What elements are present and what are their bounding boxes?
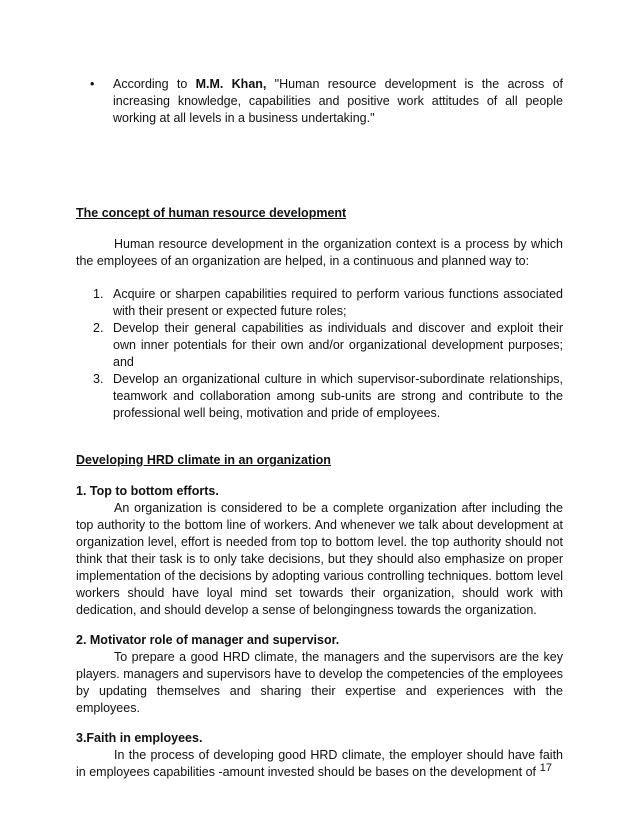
concept-list-item: 3. Develop an organizational culture in which supervisor-subordinate relationships, teamwork and collaboration among sub-units are strong and contribute to the professional well being, motivation and pride of employees. <box>93 372 563 420</box>
bullet-prefix: According to <box>113 77 196 91</box>
khan-definition-bullet <box>90 76 563 127</box>
concept-list-item: 1. Acquire or sharpen capabilities required to perform various functions associated with their present or expected future roles; <box>93 287 563 318</box>
bullet-symbol: • <box>90 77 95 91</box>
bullet-text <box>113 76 563 127</box>
point-2-text: To prepare a good HRD climate, the managers and the supervisors are the key players. managers and supervisors have to develop the competencies of the employees by updating themselves and sharing their expertise and experiences with the employees. <box>76 650 563 715</box>
point-2-title: 2. Motivator role of manager and supervisor. <box>76 633 340 647</box>
concept-section <box>76 205 563 422</box>
concept-intro: Human resource development in the organization context is a process by which the employees of an organization are helped, in a continuous and planned way to: <box>76 237 563 268</box>
point-3-title: 3.Faith in employees. <box>76 731 203 745</box>
concept-heading: The concept of human resource development <box>76 206 347 220</box>
hrd-climate-section <box>76 452 563 781</box>
point-3-text: In the process of developing good HRD climate, the employer should have faith in employees capabilities -amount invested should be bases on the development of <box>76 748 563 779</box>
concept-list <box>76 286 563 422</box>
point-1-text: An organization is considered to be a complete organization after including the top authority to the bottom line of workers. And whenever we talk about development at organization level, effort is needed from top to bottom level. the top authority should not think that their task is to only take decisions, but they should also emphasize on proper implementation of the decisions by adopting various controlling techniques. bottom level workers should have loyal mind set towards their organization, should work with dedication, and should develop a sense of belongingness towards the organization. <box>76 501 563 617</box>
hrd-climate-heading: Developing HRD climate in an organization <box>76 453 331 467</box>
concept-list-item: 2. Develop their general capabilities as individuals and discover and exploit their own inner potentials for their own and/or organizational development purposes; and <box>93 321 563 369</box>
bullet-quote: "Human resource development is the across of increasing knowledge, capabilities and positive work attitudes of all people working at all levels in a business undertaking." <box>113 77 563 125</box>
bullet-author: M.M. Khan, <box>195 77 267 91</box>
page-number: 17 <box>539 762 552 774</box>
point-1-title: 1. Top to bottom efforts. <box>76 484 219 498</box>
